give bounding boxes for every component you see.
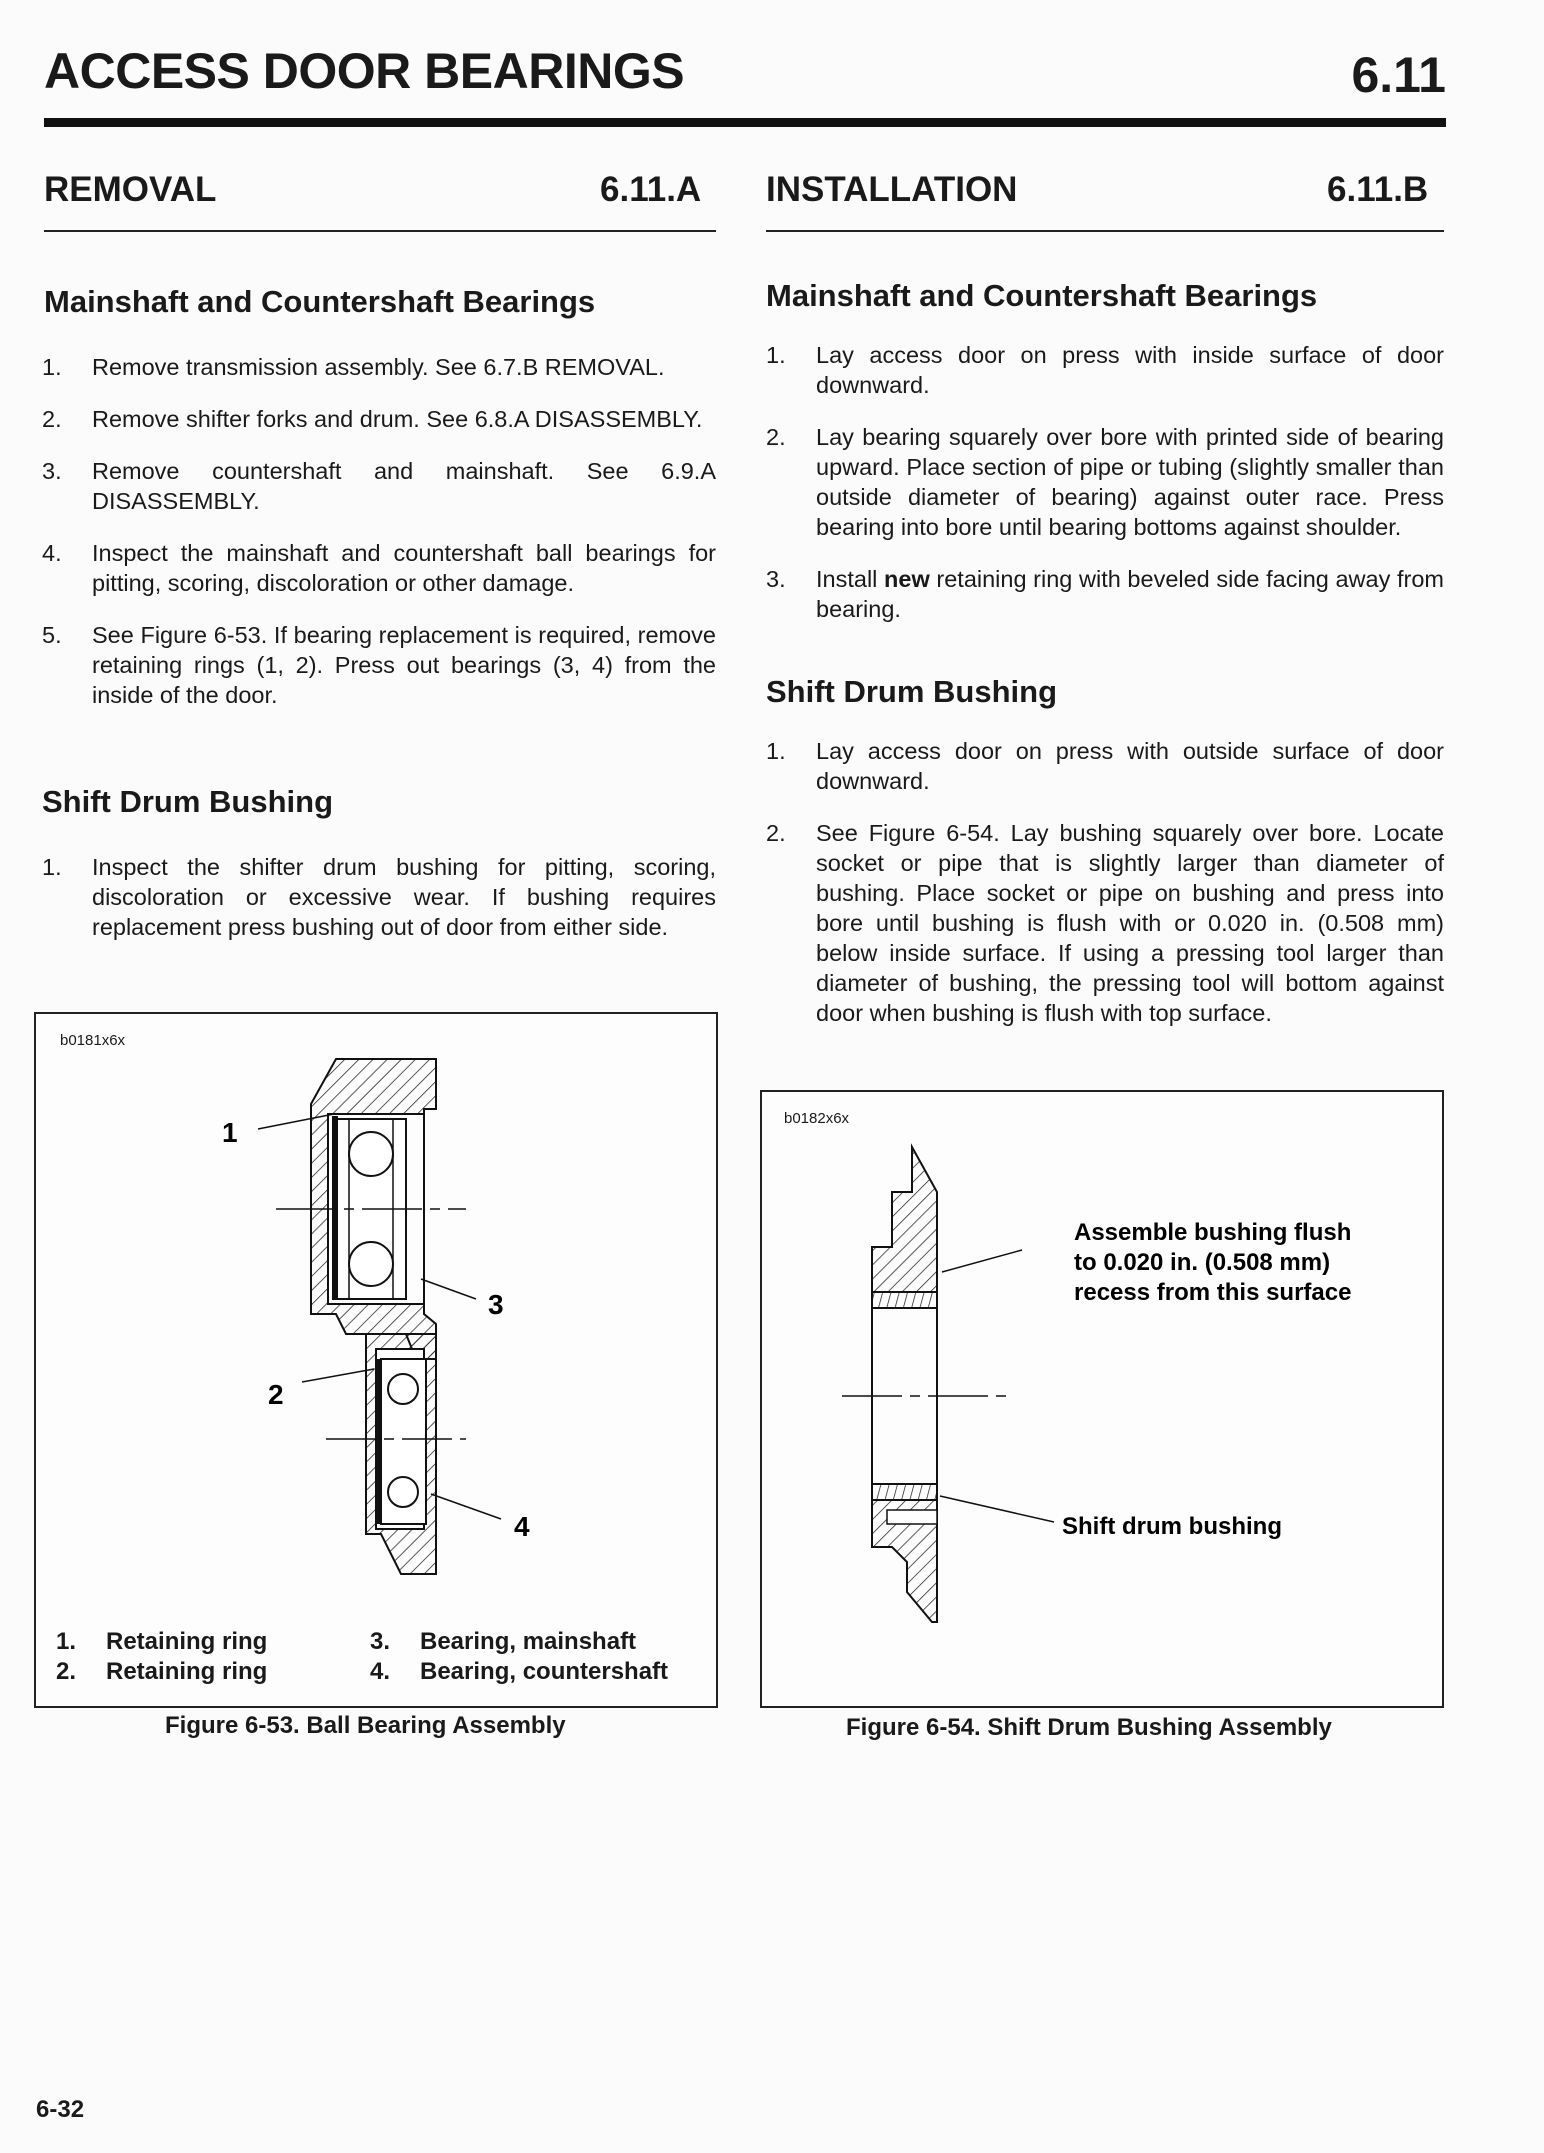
- figure-53-caption: Figure 6-53. Ball Bearing Assembly: [165, 1712, 566, 1739]
- installation-heading: INSTALLATION: [766, 170, 1018, 209]
- legend-item-4: 4. Bearing, countershaft: [370, 1658, 669, 1685]
- step-item: [42, 538, 716, 598]
- step-item: [42, 456, 716, 516]
- step-number: 1.: [766, 342, 786, 368]
- removal-bearings-title: Mainshaft and Countershaft Bearings: [44, 284, 596, 319]
- step-number: 3.: [766, 566, 786, 592]
- section-number: 6.11: [1351, 47, 1446, 103]
- installation-bushing-title: Shift Drum Bushing: [766, 674, 1058, 709]
- legend-item-3: 3. Bearing, mainshaft: [370, 1628, 637, 1655]
- installation-bearings-title: Mainshaft and Countershaft Bearings: [766, 278, 1318, 313]
- step-text: Remove transmission assembly. See 6.7.B REMOVAL.: [92, 354, 665, 380]
- page-number: 6-32: [36, 2096, 85, 2123]
- legend-item-2: 2. Retaining ring: [56, 1658, 268, 1685]
- step-number: 3.: [42, 458, 62, 484]
- installation-number: 6.11.B: [1327, 170, 1429, 209]
- removal-heading: REMOVAL: [44, 170, 217, 209]
- bushing-top-section: [872, 1292, 937, 1308]
- bushing-label: Shift drum bushing: [1062, 1513, 1282, 1540]
- installation-bushing-steps: [766, 736, 1444, 1050]
- callout-1: 1: [222, 1117, 238, 1148]
- step-text: See Figure 6-54. Lay bushing squarely over bore. Locate socket or pipe that is slightly larger than diameter of bushing. Place socket or pipe on bushing and press into bore until bushing is flush with or 0.020 in. (0.508 mm) below inside surface. If using a pressing tool larger than diameter of bushing, the pressing tool will bottom against door when bushing is flush with top surface.: [816, 820, 1444, 1026]
- step-text: Lay bearing squarely over bore with printed side of bearing upward. Place section of pipe or tubing (slightly smaller than outside diameter of bearing) against outer race. Press bearing into bore until bearing bottoms against shoulder.: [816, 424, 1444, 540]
- callout-2: 2: [268, 1379, 284, 1410]
- removal-bushing-steps: [42, 852, 716, 964]
- step-item: [766, 340, 1444, 400]
- removal-rule: [44, 230, 716, 232]
- removal-bearings-steps: [42, 352, 716, 732]
- installation-bearings-steps: [766, 340, 1444, 646]
- step-number: 1.: [766, 738, 786, 764]
- installation-rule: [766, 230, 1444, 232]
- figure-54-box: [760, 1090, 1444, 1708]
- step-item: [766, 736, 1444, 796]
- step-item: [42, 620, 716, 710]
- flush-note-line-1: Assemble bushing flush: [1074, 1219, 1352, 1246]
- callout-3: 3: [488, 1289, 504, 1320]
- removal-number: 6.11.A: [600, 170, 702, 209]
- figure-54-drawing: [762, 1092, 1442, 1706]
- step-text: Inspect the shifter drum bushing for pitting, scoring, discoloration or excessive wear. If bushing requires replacement press bushing out of door from either side.: [92, 854, 716, 940]
- header-rule: [44, 118, 1446, 127]
- retaining-ring-1-mark: [332, 1116, 338, 1300]
- step-number: 2.: [42, 406, 62, 432]
- step-text: Inspect the mainshaft and countershaft ball bearings for pitting, scoring, discoloration or other damage.: [92, 540, 716, 596]
- step-text: Lay access door on press with inside surface of door downward.: [816, 342, 1444, 398]
- step-number: 2.: [766, 820, 786, 846]
- figure-54-id: b0182x6x: [784, 1110, 850, 1127]
- step-text: See Figure 6-53. If bearing replacement is required, remove retaining rings (1, 2). Press out bearings (3, 4) from the inside of the door.: [92, 622, 716, 708]
- figure-54-caption: Figure 6-54. Shift Drum Bushing Assembly: [846, 1714, 1332, 1741]
- legend-item-1: 1. Retaining ring: [56, 1628, 268, 1655]
- step-item: [42, 404, 716, 434]
- step-text: Install new retaining ring with beveled side facing away from bearing.: [816, 566, 1444, 622]
- step-text: Remove shifter forks and drum. See 6.8.A DISASSEMBLY.: [92, 406, 703, 432]
- figure-53-drawing: [36, 1014, 716, 1706]
- step-item: [42, 852, 716, 942]
- step-number: 2.: [766, 424, 786, 450]
- figure-53-box: [34, 1012, 718, 1708]
- flush-note-line-2: to 0.020 in. (0.508 mm): [1074, 1249, 1331, 1276]
- step-item: [766, 422, 1444, 542]
- page-title: ACCESS DOOR BEARINGS: [44, 43, 685, 99]
- step-item: [766, 564, 1444, 624]
- step-number: 5.: [42, 622, 62, 648]
- removal-bushing-title: Shift Drum Bushing: [42, 784, 334, 819]
- step-number: 1.: [42, 854, 62, 880]
- figure-53-id: b0181x6x: [60, 1032, 126, 1049]
- step-item: [766, 818, 1444, 1028]
- callout-4: 4: [514, 1511, 530, 1542]
- step-item: [42, 352, 716, 382]
- step-text: Lay access door on press with outside surface of door downward.: [816, 738, 1444, 794]
- step-number: 4.: [42, 540, 62, 566]
- flush-note-line-3: recess from this surface: [1074, 1279, 1352, 1306]
- step-number: 1.: [42, 354, 62, 380]
- step-text: Remove countershaft and mainshaft. See 6.9.A DISASSEMBLY.: [92, 458, 716, 514]
